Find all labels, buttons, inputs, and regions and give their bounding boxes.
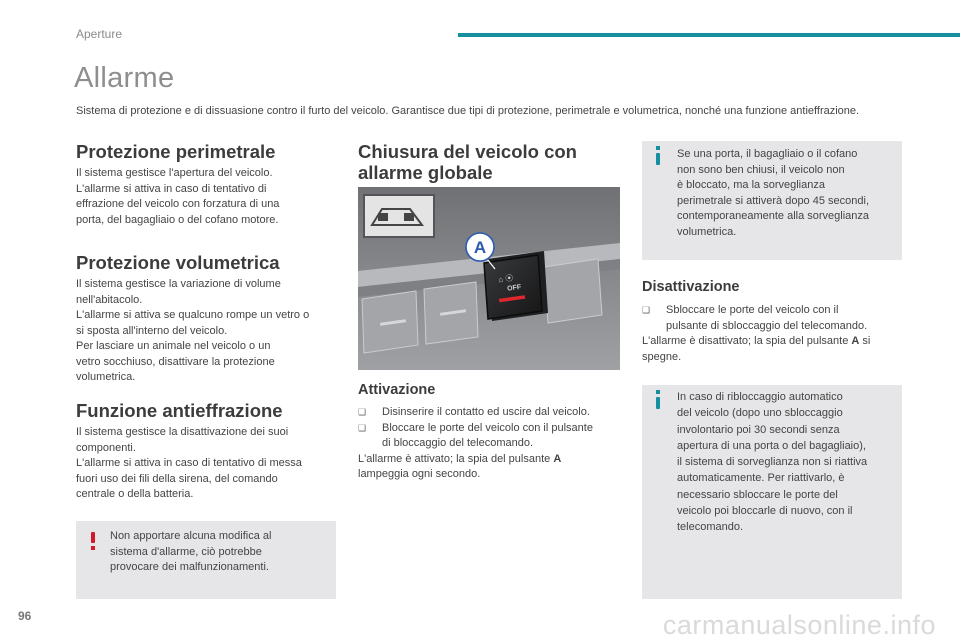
result-text: spegne. bbox=[642, 350, 682, 363]
heading-chiusura-allarme-globale bbox=[358, 141, 628, 183]
heading-line: allarme globale bbox=[358, 162, 493, 183]
text-line: necessario sbloccare le porte del bbox=[677, 488, 838, 501]
info-icon bbox=[656, 153, 660, 165]
text-line: automaticamente. Per riattivarlo, è bbox=[677, 472, 845, 485]
text-line: Per lasciare un animale nel veicolo o un bbox=[76, 340, 271, 352]
text-line: veicolo poi bloccarle di nuovo, con il bbox=[677, 505, 853, 518]
text-line: nell'abitacolo. bbox=[76, 293, 143, 306]
result-text: L'allarme è disattivato; la spia del pulsante bbox=[642, 335, 849, 347]
text-line: L'allarme si attiva in caso di tentativo di messa bbox=[76, 457, 302, 469]
text-line: vetro socchiuso, disattivare la protezione bbox=[76, 355, 275, 368]
text-line: volumetrica. bbox=[677, 225, 737, 238]
text-line: involontario poi 30 secondi senza bbox=[677, 423, 840, 436]
text-line: si sposta all'interno del veicolo. bbox=[76, 324, 228, 337]
alarm-button-photo bbox=[358, 187, 620, 370]
info-icon-dot bbox=[656, 146, 660, 150]
header-accent-bar bbox=[458, 33, 960, 37]
disattivazione-result bbox=[642, 334, 904, 365]
info-text-1 bbox=[677, 147, 899, 240]
text-line: centrale o della batteria. bbox=[76, 488, 194, 500]
page-title: Allarme bbox=[74, 62, 175, 94]
text-line: Se una porta, il bagagliaio o il cofano bbox=[677, 148, 858, 160]
step-text: Disinserire il contatto ed uscire dal veicolo. bbox=[382, 406, 590, 418]
heading-line: Chiusura del veicolo con bbox=[358, 141, 577, 162]
attivazione-result bbox=[358, 452, 628, 483]
button-ref: A bbox=[553, 452, 562, 465]
text-line: contemporaneamente alla sorveglianza bbox=[677, 210, 870, 222]
step-text: Bloccare le porte del veicolo con il pulsante bbox=[382, 421, 593, 434]
heading-protezione-volumetrica: Protezione volumetrica bbox=[76, 252, 280, 273]
step-text: Sbloccare le porte del veicolo con il bbox=[666, 304, 839, 316]
text-line: apertura di una porta o del bagagliaio), bbox=[677, 439, 866, 452]
text-line: il sistema di sorveglianza non si riattiva bbox=[677, 456, 868, 469]
text-line: sistema d'allarme, ciò potrebbe bbox=[110, 545, 262, 558]
text-line: Il sistema gestisce la disattivazione dei suoi bbox=[76, 426, 289, 438]
list-item bbox=[642, 303, 904, 334]
callout-a-label: A bbox=[473, 238, 487, 257]
disattivazione-steps bbox=[642, 303, 904, 365]
button-off-label: OFF bbox=[506, 283, 522, 293]
heading-funzione-antieffrazione: Funzione antieffrazione bbox=[76, 400, 283, 421]
intro-text: Sistema di protezione e di dissuasione contro il furto del veicolo. Garantisce due tipi di protezione, perimetrale e volumetrica, nonché una funzione antieffrazione. bbox=[76, 105, 860, 117]
attivazione-steps bbox=[358, 405, 628, 483]
text-line: L'allarme si attiva in caso di tentativo di bbox=[76, 182, 267, 195]
text-line: L'allarme si attiva se qualcuno rompe un vetro o bbox=[76, 309, 310, 321]
watermark: carmanualsonline.info bbox=[662, 610, 936, 640]
checkbox-bullet-icon: ❏ bbox=[358, 407, 367, 417]
text-line: fuori uso dei fili della sirena, del comando bbox=[76, 472, 278, 485]
step-text: di bloccaggio del telecomando. bbox=[382, 437, 534, 449]
warning-text bbox=[110, 529, 330, 576]
text-protezione-perimetrale bbox=[76, 166, 346, 228]
text-line: componenti. bbox=[76, 441, 136, 454]
text-line: perimetrale si attiverà dopo 45 secondi, bbox=[677, 194, 869, 207]
text-line: Non apportare alcuna modifica al bbox=[110, 530, 272, 542]
text-line: non sono ben chiusi, il veicolo non bbox=[677, 163, 845, 176]
warning-icon-dot bbox=[91, 546, 95, 550]
info-icon-dot bbox=[656, 390, 660, 394]
text-line: effrazione del veicolo con forzatura di una bbox=[76, 198, 280, 210]
text-line: è bloccato, ma la sorveglianza bbox=[677, 179, 825, 191]
alarm-button-illustration bbox=[358, 187, 620, 370]
text-line: In caso di ribloccaggio automatico bbox=[677, 391, 843, 403]
result-text: lampeggia ogni secondo. bbox=[358, 468, 481, 480]
heading-disattivazione: Disattivazione bbox=[642, 279, 740, 295]
text-funzione-antieffrazione bbox=[76, 425, 346, 503]
text-line: provocare dei malfunzionamenti. bbox=[110, 561, 269, 573]
text-protezione-volumetrica bbox=[76, 277, 346, 386]
result-text: si bbox=[862, 335, 871, 347]
text-line: volumetrica. bbox=[76, 371, 136, 383]
warning-icon bbox=[91, 532, 95, 543]
heading-protezione-perimetrale: Protezione perimetrale bbox=[76, 141, 276, 162]
section-label: Aperture bbox=[76, 27, 123, 41]
svg-text:⌂ ⦿: ⌂ ⦿ bbox=[497, 273, 514, 285]
text-line: Il sistema gestisce la variazione di volume bbox=[76, 278, 281, 290]
checkbox-bullet-icon: ❏ bbox=[358, 422, 367, 433]
step-text: pulsante di sbloccaggio del telecomando. bbox=[666, 319, 868, 332]
text-line: telecomando. bbox=[677, 521, 744, 534]
text-line: porta, del bagagliaio o del cofano motore. bbox=[76, 213, 279, 226]
heading-attivazione: Attivazione bbox=[358, 382, 436, 398]
list-item bbox=[358, 405, 628, 421]
page-number: 96 bbox=[18, 609, 32, 623]
button-ref: A bbox=[851, 335, 860, 347]
info-text-2 bbox=[677, 389, 899, 536]
checkbox-bullet-icon: ❏ bbox=[642, 305, 651, 315]
text-line: del veicolo (dopo uno sbloccaggio bbox=[677, 407, 843, 420]
result-text: L'allarme è attivato; la spia del pulsante bbox=[358, 452, 551, 465]
list-item bbox=[358, 421, 628, 452]
text-line: Il sistema gestisce l'apertura del veicolo. bbox=[76, 167, 273, 179]
info-icon bbox=[656, 397, 660, 409]
